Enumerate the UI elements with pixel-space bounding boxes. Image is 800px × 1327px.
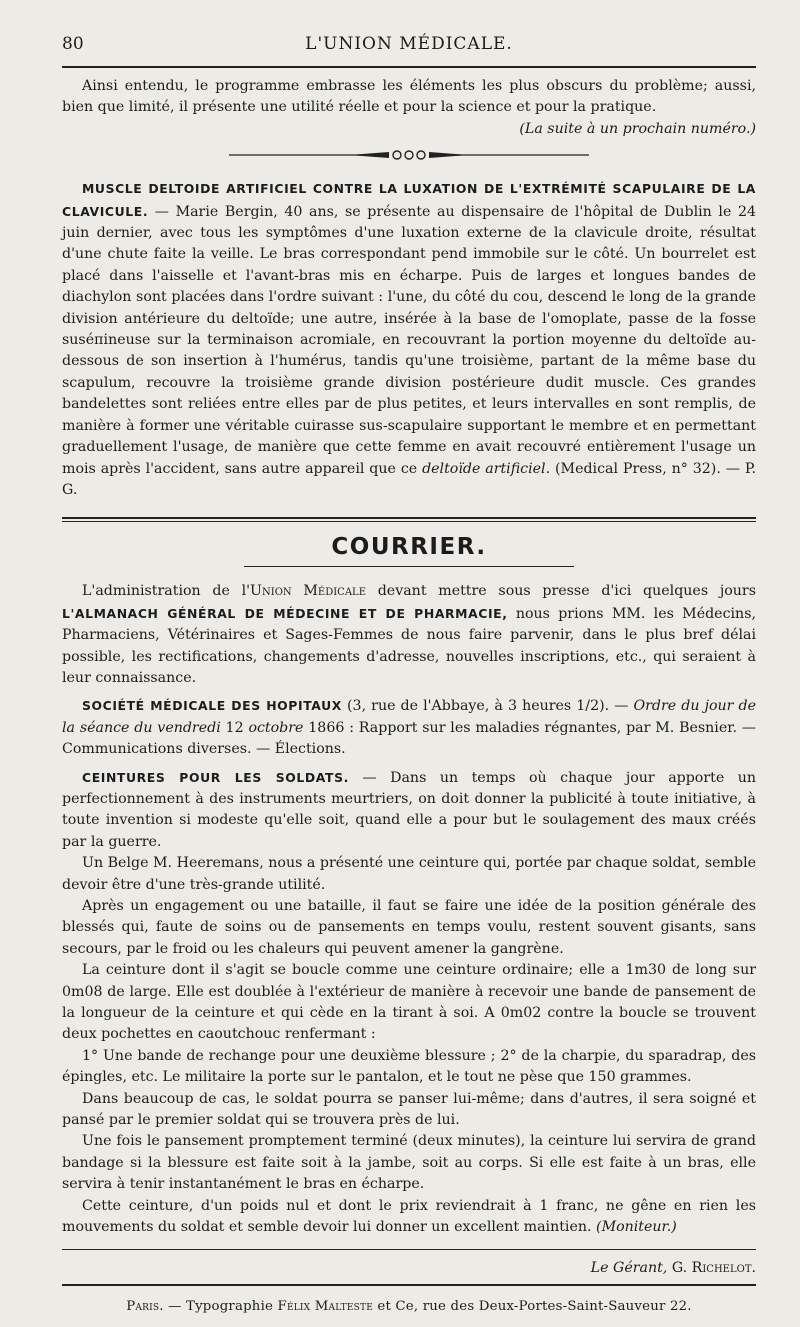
- deltoid-article: [62, 178, 756, 501]
- courrier-p7: 1° Une bande de rechange pour une deuxième blessure ; 2° de la charpie, du sparadrap, des épingles, etc. Le militaire la porte sur le pantalon, et le tout ne pèse que 150 grammes.: [62, 1047, 756, 1086]
- manager-label: Le Gérant,: [590, 1259, 668, 1276]
- footer-rule: [62, 1284, 756, 1286]
- section-rule: [62, 517, 756, 522]
- courrier-p9: Une fois le pansement promptement terminé (deux minutes), la ceinture lui servira de grand bandage si la blessure est faite soit à la jambe, soit au corps. Si elle est faite à un bras, elle servira à tenir instantanément le bras en écharpe.: [62, 1133, 756, 1193]
- courrier-title: COURRIER.: [331, 534, 487, 561]
- p10-body: Cette ceinture, d'un poids nul et dont le prix reviendrait à 1 franc, ne gêne en rien les mouvements du soldat et semble devoir lui donner un excellent maintien.: [62, 1197, 756, 1236]
- p1-journal: Union Médicale: [250, 583, 366, 600]
- printer-rest: et Ce, rue des Deux-Portes-Saint-Sauveur 22.: [372, 1298, 692, 1314]
- courrier-p4: Un Belge M. Heeremans, nous a présenté une ceinture qui, portée par chaque soldat, semble devoir être d'une très-grande utilité.: [62, 855, 756, 893]
- running-head: [62, 34, 756, 58]
- p2-b: 12: [220, 719, 249, 736]
- courrier-p1: [62, 581, 756, 689]
- p1-end: nous prions MM. les Médecins, Pharmaciens, Vétérinaires et Sages-Femmes de nous faire parvenir, dans le plus bref délai possible, les rectifications, changements d'adresse, nouvelles inscriptions, etc., qui seraient à leur connaissance.: [62, 605, 756, 686]
- title-underline: [244, 566, 574, 567]
- courrier-p10: [62, 1196, 756, 1239]
- printer-city: Paris.: [126, 1298, 164, 1314]
- p1-mid: devant mettre sous presse d'ici quelques jours: [366, 583, 756, 600]
- p2-a: (3, rue de l'Abbaye, à 3 heures 1/2). —: [341, 698, 634, 715]
- continued-note: (La suite à un prochain numéro.): [519, 120, 756, 137]
- content: [62, 76, 756, 1327]
- courrier-p2: [62, 695, 756, 760]
- manager-name: G. Richelot.: [671, 1259, 756, 1276]
- p1-start: L'administration de l': [82, 583, 251, 600]
- p2-lead: SOCIÉTÉ MÉDICALE DES HOPITAUX: [82, 698, 342, 714]
- p2-italic2: octobre: [248, 719, 304, 736]
- printer-text: — Typographie: [163, 1298, 278, 1314]
- p10-source: (Moniteur.): [596, 1219, 677, 1236]
- ornament-icon: [229, 147, 589, 163]
- p3-lead: CEINTURES POUR LES SOLDATS.: [82, 769, 349, 785]
- p2-italic: Ordre du jour de la séance du vendredi: [62, 698, 756, 736]
- printer-name: Félix Malteste: [277, 1298, 373, 1314]
- article-heading: MUSCLE DELTOIDE ARTIFICIEL CONTRE LA LUXATION DE L'EXTRÉMITÉ SCAPULAIRE DE LA CLAVICULE.: [62, 181, 756, 219]
- p2-c: 1866 : Rapport sur les maladies régnantes, par M. Besnier. — Communications diverses. — Élections.: [62, 719, 756, 758]
- courrier-p6: La ceinture dont il s'agit se boucle comme une ceinture ordinaire; elle a 1m30 de long sur 0m08 de large. Elle est doublée à l'extérieur de manière à recevoir une bande de pansement de la longueur de la ceinture et qui cède en la tirant à soi. A 0m02 contre la boucle se trouvent deux pochettes en caoutchouc renfermant :: [62, 962, 756, 1043]
- article-body: — Marie Bergin, 40 ans, se présente au dispensaire de l'hôpital de Dublin le 24 juin dernier, avec tous les symptômes d'une luxation externe de la clavicule droite, résultat d'une chute faite la veille. Le bras correspondant pend immobile sur le côté. Un bourrelet est placé dans l'aisselle et l'avant-bras mis en écharpe. Puis de larges et longues bandes de diachylon sont placées dans l'ordre suivant : l'une, du côté du cou, descend le long de la grande division antérieure du deltoïde; une autre, insérée à la base de l'omoplate, passe de la fosse suséпineuse sur la terminaison acromiale, en recouvrant la portion moyenne du deltoïde au-dessous de son insertion à l'humérus, tandis qu'une troisième, partant de la même base du scapulum, recouvre la troisième grande division postérieure dudit muscle. Ces grandes bandelettes sont reliées entre elles par de plus petites, et leurs intervalles en sont remplis, de manière à former une véritable cuirasse sus-scapulaire supportant le membre et en permettant graduellement l'usage, de manière que cette femme en avait recouvré entièrement l'usage un mois après l'accident, sans autre appareil que ce: [62, 203, 756, 477]
- courrier-p8: Dans beaucoup de cas, le soldat pourra se panser lui-même; dans d'autres, il sera soigné et pansé par le premier soldat qui se trouvera près de lui.: [62, 1090, 756, 1129]
- article-italic-term: deltoïde artificiel.: [422, 460, 551, 477]
- closing-rule: [62, 1249, 756, 1250]
- p3-body: — Dans un temps où chaque jour apporte un perfectionnement à des instruments meurtriers, on doit donner la publicité à toute initiative, à toute invention si modeste qu'elle soit, quand elle a pour but le soulagement des maux créés par la guerre.: [62, 769, 756, 850]
- manager-signature: [62, 1260, 756, 1276]
- printer-line: [62, 1299, 756, 1314]
- page-number: 80: [62, 34, 84, 54]
- header-rule: [62, 66, 756, 68]
- article-source: (Medical Press, n° 32). — P. G.: [62, 460, 757, 498]
- courrier-p5: Après un engagement ou une bataille, il faut se faire une idée de la position générale des blessés qui, faute de soins ou de pansements en temps voulu, restent souvent gisants, sans secours, par le froid ou les chaleurs qui peuvent amener la gangrène.: [62, 898, 756, 957]
- p1-almanach: L'ALMANACH GÉNÉRAL DE MÉDECINE ET DE PHARMACIE,: [62, 605, 508, 621]
- intro-paragraph: Ainsi entendu, le programme embrasse les éléments les plus obscurs du problème; aussi, bien que limité, il présente une utilité réelle et pour la science et pour la pratique.: [62, 78, 756, 116]
- journal-title: L'UNION MÉDICALE.: [305, 34, 513, 54]
- ornament-divider: [62, 144, 756, 166]
- courrier-p3: [62, 767, 756, 854]
